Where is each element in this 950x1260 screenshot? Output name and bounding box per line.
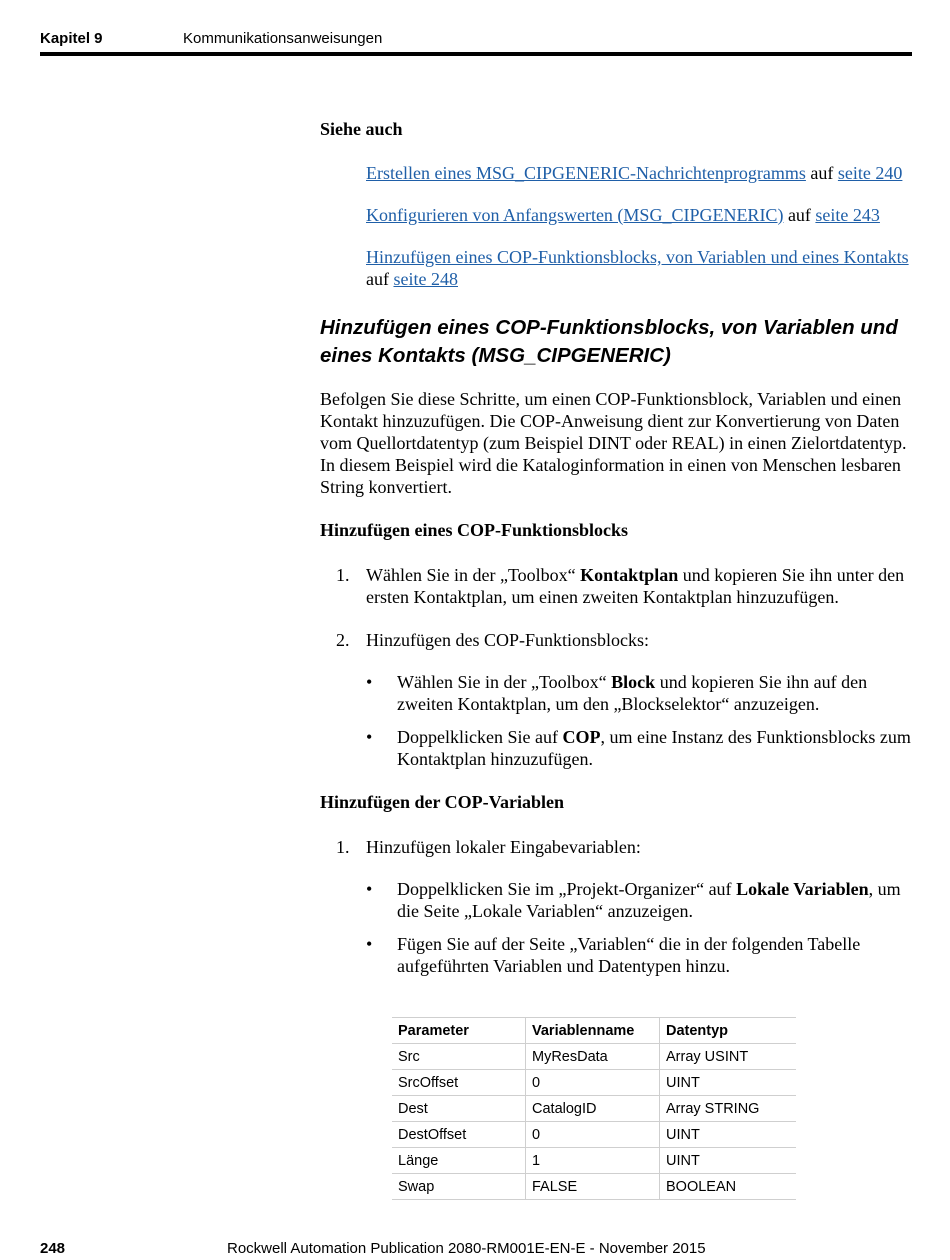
table-row (392, 1174, 796, 1200)
see-also-heading: Siehe auch (320, 119, 403, 139)
table-cell: Swap (392, 1174, 526, 1200)
bullet-text: Doppelklicken Sie auf (397, 727, 563, 747)
page-number: 248 (40, 1240, 66, 1257)
step-text: und kopieren Sie ihn unter den ersten Kontaktplan, um einen zweiten Kontaktplan hinzuzufügen. (366, 565, 905, 607)
bullet-bold-term: COP (562, 727, 601, 747)
see-also-separator: auf (787, 205, 811, 225)
section-title-line1: Hinzufügen eines COP-Funktionsblocks, von Variablen und (320, 316, 898, 339)
see-also-separator: auf (810, 163, 834, 183)
bullet-item (320, 933, 915, 977)
step-item (320, 629, 915, 651)
see-also-link[interactable]: Hinzufügen eines COP-Funktionsblocks, von Variablen und eines Kontakts (366, 247, 909, 267)
bullet-bold-term: Block (611, 672, 656, 692)
table-cell: UINT (660, 1122, 797, 1148)
see-also-item (366, 246, 915, 290)
page-content (320, 118, 915, 988)
bullet-item (320, 671, 915, 715)
section-title (320, 314, 915, 370)
publication-info: Rockwell Automation Publication 2080-RM001E-EN-E - November 2015 (227, 1240, 706, 1257)
table-cell: Array STRING (660, 1096, 797, 1122)
bullet-text: Doppelklicken Sie im „Projekt-Organizer“ auf (397, 879, 737, 899)
table-cell: FALSE (526, 1174, 660, 1200)
bullet-glyph: • (366, 672, 373, 692)
chapter-label: Kapitel 9 (40, 30, 103, 47)
table-cell: 1 (526, 1148, 660, 1174)
bullet-item (320, 878, 915, 922)
table-cell: BOOLEAN (660, 1174, 797, 1200)
step-number: 1. (336, 565, 350, 585)
chapter-title: Kommunikationsanweisungen (183, 30, 383, 47)
table-cell: Länge (392, 1148, 526, 1174)
see-also-page-link[interactable]: seite 243 (815, 205, 880, 225)
see-also-link[interactable]: Konfigurieren von Anfangswerten (MSG_CIPGENERIC) (366, 205, 784, 225)
section-intro: Befolgen Sie diese Schritte, um einen COP-Funktionsblock, Variablen und einen Kontakt hinzuzufügen. Die COP-Anweisung dient zur Konvertierung von Daten vom Quellortdatentyp (zum Beispiel DINT oder REAL) in einen Zielortdatentyp. In diesem Beispiel wird die Kataloginformation in einen von Menschen lesbaren String konvertiert. (320, 389, 907, 497)
table-row (392, 1148, 796, 1174)
table-header-cell: Parameter (392, 1018, 526, 1044)
table-cell: CatalogID (526, 1096, 660, 1122)
table-cell: UINT (660, 1148, 797, 1174)
table-header-cell: Variablenname (526, 1018, 660, 1044)
table-cell: Array USINT (660, 1044, 797, 1070)
bullet-glyph: • (366, 879, 373, 899)
bullet-glyph: • (366, 934, 373, 954)
table-header-row (392, 1018, 796, 1044)
bullet-text: Wählen Sie in der „Toolbox“ (397, 672, 612, 692)
table-cell: 0 (526, 1122, 660, 1148)
bullet-item (320, 726, 915, 770)
table-cell: MyResData (526, 1044, 660, 1070)
see-also-separator: auf (366, 269, 389, 289)
see-also-item (366, 162, 915, 184)
step-item (320, 836, 915, 858)
subheading-cop-block: Hinzufügen eines COP-Funktionsblocks (320, 520, 629, 540)
bullet-text: und kopieren Sie ihn auf den zweiten Kontaktplan, um den „Blockselektor“ anzuzeigen. (397, 672, 868, 714)
bullet-text: , um eine Instanz des Funktionsblocks zum Kontaktplan hinzuzufügen. (397, 727, 911, 769)
table-cell: 0 (526, 1070, 660, 1096)
table-row (392, 1070, 796, 1096)
table-header-cell: Datentyp (660, 1018, 797, 1044)
step-text: Hinzufügen des COP-Funktionsblocks: (366, 630, 649, 650)
see-also-page-link[interactable]: seite 248 (393, 269, 458, 289)
step-number: 2. (336, 630, 350, 650)
subheading-cop-variables: Hinzufügen der COP-Variablen (320, 792, 565, 812)
table-row (392, 1044, 796, 1070)
bullet-text: , um die Seite „Lokale Variablen“ anzuzeigen. (397, 879, 901, 921)
table-row (392, 1096, 796, 1122)
table-cell: Src (392, 1044, 526, 1070)
bullet-bold-term: Lokale Variablen (736, 879, 869, 899)
step-bold-term: Kontaktplan (580, 565, 679, 585)
table-cell: Dest (392, 1096, 526, 1122)
page-header (40, 28, 912, 56)
see-also-page-link[interactable]: seite 240 (837, 163, 903, 183)
table-cell: SrcOffset (392, 1070, 526, 1096)
variables-table (392, 1017, 796, 1200)
table-cell: DestOffset (392, 1122, 526, 1148)
step-text: Wählen Sie in der „Toolbox“ (366, 565, 581, 585)
bullet-glyph: • (366, 727, 373, 747)
section-title-line2: eines Kontakts (MSG_CIPGENERIC) (320, 344, 671, 367)
table-row (392, 1122, 796, 1148)
step-number: 1. (336, 837, 350, 857)
see-also-link[interactable]: Erstellen eines MSG_CIPGENERIC-Nachrichtenprogramms (366, 163, 806, 183)
step-text: Hinzufügen lokaler Eingabevariablen: (366, 837, 641, 857)
step-item (320, 564, 915, 608)
bullet-text: Fügen Sie auf der Seite „Variablen“ die in der folgenden Tabelle aufgeführten Variablen und Datentypen hinzu. (397, 934, 861, 976)
see-also-item (366, 204, 915, 226)
table-cell: UINT (660, 1070, 797, 1096)
